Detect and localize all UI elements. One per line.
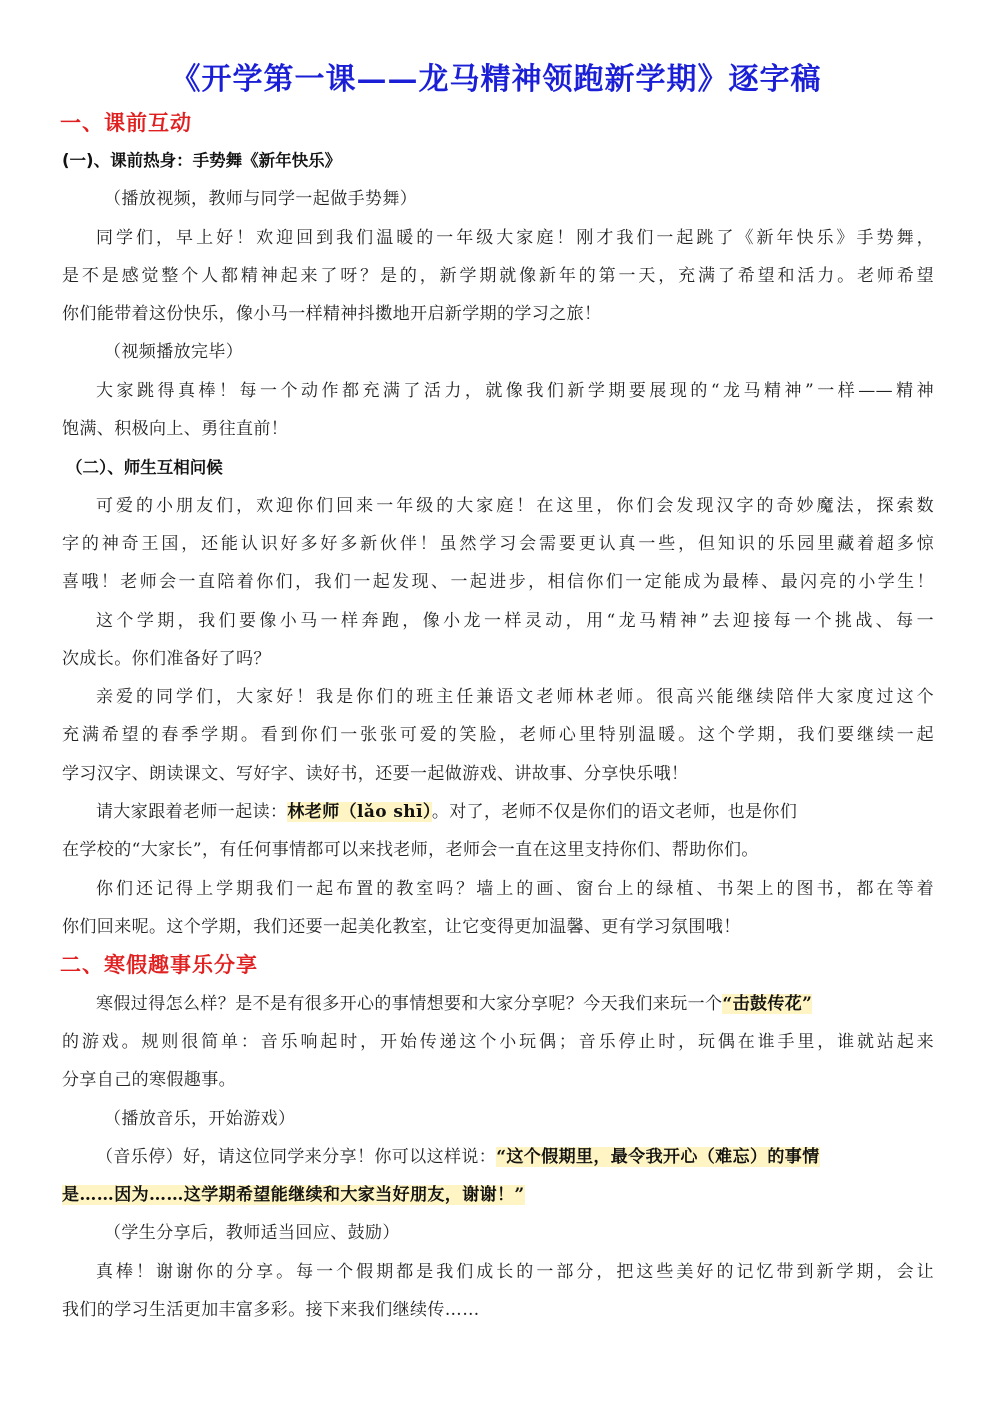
paragraph-line: 学习汉字、朗读课文、写好字、读好书，还要一起做游戏、讲故事、分享快乐哦！ [62, 764, 689, 784]
paragraph-line: 饱满、积极向上、勇往直前！ [62, 419, 289, 439]
stage-direction: （学生分享后，教师适当回应、鼓励） [104, 1223, 400, 1243]
paragraph-line: 在学校的“大家长”，有任何事情都可以来找老师，老师会一直在这里支持你们、帮助你们。 [62, 840, 759, 860]
stage-direction: （播放视频，教师与同学一起做手势舞） [104, 189, 418, 209]
paragraph-line: 真棒！谢谢你的分享。每一个假期都是我们成长的一部分，把这些美好的记忆带到新学期，会让 [96, 1262, 934, 1282]
stage-direction: （视频播放完毕） [104, 342, 244, 362]
share-prompt-continuation [62, 1182, 934, 1208]
paragraph-line: 的游戏。规则很简单：音乐响起时，开始传递这个小玩偶；音乐停止时，玩偶在谁手里，谁就站起来 [62, 1032, 934, 1052]
read-along-line [96, 799, 934, 825]
document-title: 《开学第一课——龙马精神领跑新学期》逐字稿 [170, 62, 822, 97]
highlighted-share-template: “这个假期里，最令我开心（难忘）的事情 [496, 1147, 820, 1167]
read-along-prefix: 请大家跟着老师一起读： [96, 802, 288, 822]
stage-direction: （播放音乐，开始游戏） [104, 1109, 296, 1129]
paragraph-line: 亲爱的同学们，大家好！我是你们的班主任兼语文老师林老师。很高兴能继续陪伴大家度过这个 [96, 687, 934, 707]
paragraph-line: 可爱的小朋友们，欢迎你们回来一年级的大家庭！在这里，你们会发现汉字的奇妙魔法，探索数 [96, 496, 934, 516]
paragraph-line: 你们还记得上学期我们一起布置的教室吗？墙上的画、窗台上的绿植、书架上的图书，都在等着 [96, 879, 934, 899]
subsection-heading-2: （二）、师生互相问候 [66, 458, 223, 477]
paragraph-line: 你们回来呢。这个学期，我们还要一起美化教室，让它变得更加温馨、更有学习氛围哦！ [62, 917, 741, 937]
subsection-heading-1: (一)、课前热身：手势舞《新年快乐》 [62, 151, 342, 170]
paragraph-line: 次成长。你们准备好了吗？ [62, 649, 271, 669]
paragraph-line: 同学们，早上好！欢迎回到我们温暖的一年级大家庭！刚才我们一起跳了《新年快乐》手势舞， [96, 228, 934, 248]
highlighted-game-name: “击鼓传花” [722, 994, 813, 1014]
paragraph-line: 你们能带着这份快乐，像小马一样精神抖擞地开启新学期的学习之旅！ [62, 304, 602, 324]
paragraph-line: 字的神奇王国，还能认识好多好多新伙伴！虽然学习会需要更认真一些，但知识的乐园里藏着超多惊 [62, 534, 934, 554]
paragraph-line: 这个学期，我们要像小马一样奔跑，像小龙一样灵动，用“龙马精神”去迎接每一个挑战、每一 [96, 611, 934, 631]
highlighted-pinyin: 林老师（lǎo shī） [287, 802, 432, 822]
share-prompt-text: （音乐停）好，请这位同学来分享！你可以这样说： [96, 1147, 497, 1167]
section-heading-1: 一、课前互动 [60, 110, 192, 135]
paragraph-line: 大家跳得真棒！每一个动作都充满了活力，就像我们新学期要展现的“龙马精神”一样——精神 [96, 381, 934, 401]
read-along-suffix: 。对了，老师不仅是你们的语文老师，也是你们 [431, 802, 798, 822]
paragraph-line: 喜哦！老师会一直陪着你们，我们一起发现、一起进步，相信你们一定能成为最棒、最闪亮的小学生！ [62, 572, 934, 592]
highlighted-share-template-end: 是……因为……这学期希望能继续和大家当好朋友，谢谢！” [62, 1185, 525, 1205]
paragraph-line: 我们的学习生活更加丰富多彩。接下来我们继续传…… [62, 1300, 480, 1320]
game-intro-text: 寒假过得怎么样？是不是有很多开心的事情想要和大家分享呢？今天我们来玩一个 [96, 994, 723, 1014]
section-heading-2: 二、寒假趣事乐分享 [60, 952, 258, 977]
paragraph-line: 是不是感觉整个人都精神起来了呀？是的，新学期就像新年的第一天，充满了希望和活力。老师希望 [62, 266, 934, 286]
paragraph-line: 充满希望的春季学期。看到你们一张张可爱的笑脸，老师心里特别温暖。这个学期，我们要继续一起 [62, 725, 934, 745]
paragraph-line: 分享自己的寒假趣事。 [62, 1070, 236, 1090]
share-prompt-line [96, 1144, 934, 1170]
game-intro-line [96, 991, 934, 1017]
